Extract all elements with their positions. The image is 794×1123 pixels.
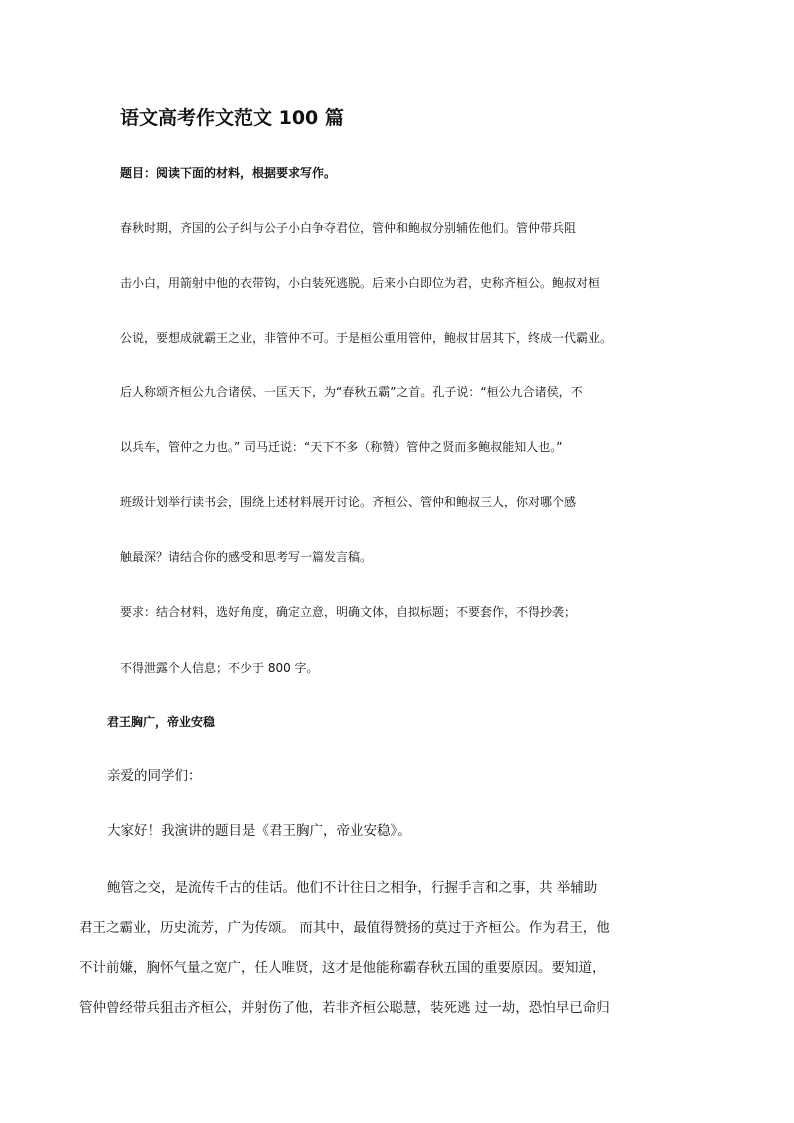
material-line: 春秋时期，齐国的公子纠与公子小白争夺君位，管仲和鲍叔分别辅佐他们。管仲带兵阻	[120, 221, 577, 235]
greeting: 亲爱的同学们：	[107, 768, 202, 784]
prompt-label: 题目：阅读下面的材料，根据要求写作。	[120, 166, 337, 180]
paragraph-line: 鲍管之交，是流传千古的佳话。他们不计往日之相争，行握手言和之事，共 举辅助	[107, 880, 598, 896]
requirements-line: 不得泄露个人信息；不少于 800 字。	[120, 661, 319, 675]
intro-line: 大家好！我演讲的题目是《君王胸广，帝业安稳》。	[107, 823, 411, 839]
material-line: 击小白，用箭射中他的衣带钩，小白装死逃脱。后来小白即位为君，史称齐桓公。鲍叔对桓	[120, 276, 601, 290]
requirements-line: 要求：结合材料，选好角度，确定立意，明确文体，自拟标题；不要套作，不得抄袭；	[120, 605, 577, 619]
paragraph-line: 管仲曾经带兵狙击齐桓公，并射伤了他，若非齐桓公聪慧，装死逃 过一劫，恐怕早已命归	[79, 1000, 610, 1016]
essay-title: 君王胸广，帝业安稳	[107, 715, 216, 729]
material-line: 触最深？请结合你的感受和思考写一篇发言稿。	[120, 550, 373, 564]
document-title: 语文高考作文范文 100 篇	[120, 107, 344, 129]
material-line: 后人称颂齐桓公九合诸侯、一匡天下，为“春秋五霸”之首。孔子说：“桓公九合诸侯，不	[120, 385, 583, 399]
material-line: 公说，要想成就霸王之业，非管仲不可。于是桓公重用管仲，鲍叔甘居其下，终成一代霸业。	[120, 331, 613, 345]
paragraph-line: 不计前嫌，胸怀气量之宽广，任人唯贤，这才是他能称霸春秋五国的重要原因。要知道，	[79, 960, 606, 976]
material-line: 以兵车，管仲之力也。” 司马迁说：“天下不多（称赞）管仲之贤而多鲍叔能知人也。”	[120, 440, 563, 454]
paragraph-line: 君王之霸业，历史流芳，广为传颂。 而其中，最值得赞扬的莫过于齐桓公。作为君王，他	[79, 920, 610, 936]
material-line: 班级计划举行读书会，围绕上述材料展开讨论。齐桓公、管仲和鲍叔三人，你对哪个感	[120, 495, 577, 509]
